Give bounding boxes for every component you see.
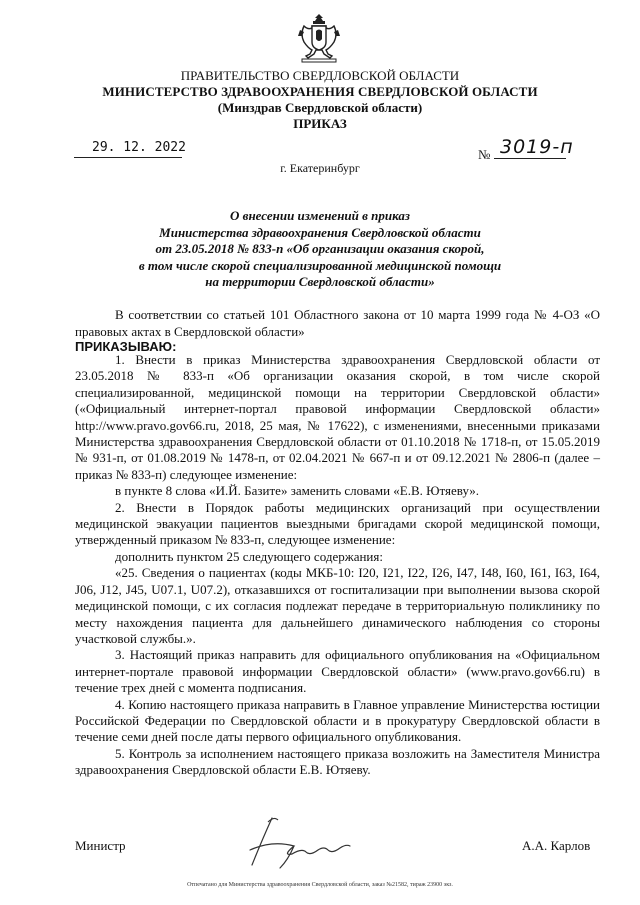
government-name: ПРАВИТЕЛЬСТВО СВЕРДЛОВСКОЙ ОБЛАСТИ <box>180 68 460 83</box>
order-title <box>110 208 530 291</box>
paragraph-2-supplement: дополнить пунктом 25 следующего содержания: <box>115 548 383 564</box>
signatory-name: А.А. Карлов <box>522 838 591 853</box>
coat-of-arms-emblem <box>296 12 342 64</box>
title-line: в том числе скорой специализированной медицинской помощи <box>138 257 502 273</box>
preamble: В соответствии со статьей 101 Областного закона от 10 марта 1999 года № 4-ОЗ «О правовых актах в Свердловской области» <box>75 307 600 339</box>
title-line: О внесении изменений в приказ <box>230 208 410 223</box>
paragraph-2-item-25: «25. Сведения о пациентах (коды МКБ-10: I20, I21, I22, I26, I47, I48, I60, I61, I63, I64, J06, J12, J45, U07.1, U07.2), отказавшихся от госпитализации при выполнении вызова скорой медицинской помощи, с их согласия подлежат передаче в территориальную поликлинику по месту нахождения пациента для дальнейшего динамического наблюдения со стороны участковой службы.». <box>75 565 600 646</box>
paragraph-1: 1. Внести в приказ Министерства здравоохранения Свердловской области от 23.05.2018 № 833-п «Об организации оказания скорой, в том числе скорой специализированной, медицинской помощи на территории Свердловской области» («Официальный интернет-портал правовой информации Свердловской области» http://www.pravo.gov66.ru, 2018, 25 мая, № 17622), с изменениями, внесенными приказами Министерства здравоохранения Свердловской области от 01.10.2018 № 1718-п, от 15.05.2019 № 931-п, от 01.08.2019 № 1478-п, от 02.04.2021 № 667-п и от 09.12.2021 № 2806-п (далее – приказ № 833-п) следующее изменение: <box>75 352 600 482</box>
order-body <box>75 352 600 779</box>
paragraph-2: 2. Внести в Порядок работы медицинских организаций при осуществлении медицинской эвакуации пациентов выездными бригадами скорой медицинской помощи, утвержденный приказом № 833-п, следующее изменение: <box>75 499 600 548</box>
ministry-short-name: (Минздрав Свердловской области) <box>217 100 423 115</box>
city: г. Екатеринбург <box>280 161 360 175</box>
ministry-name: МИНИСТЕРСТВО ЗДРАВООХРАНЕНИЯ СВЕРДЛОВСКОЙ ОБЛАСТИ <box>102 84 538 99</box>
order-number-prefix: № <box>478 147 491 162</box>
order-number: 3019-п <box>500 136 574 158</box>
title-line: на территории Свердловской области» <box>205 274 435 289</box>
paragraph-5: 5. Контроль за исполнением настоящего приказа возложить на Заместителя Министра здравоохранения Свердловской области Е.В. Ютяеву. <box>75 745 600 778</box>
order-date: 29. 12. 2022 <box>92 140 186 155</box>
signatory-title: Министр <box>75 838 126 853</box>
print-footer: Отпечатано для Министерства здравоохранения Свердловской области, заказ №21582, тираж 23900 экз. <box>187 882 453 888</box>
order-word: ПРИКАЗЫВАЮ: <box>75 339 177 354</box>
paragraph-4: 4. Копию настоящего приказа направить в Главное управление Министерства юстиции Российской Федерации по Свердловской области и в прокуратуру Свердловской области в течение семи дней после даты первого официального опубликования. <box>75 696 600 745</box>
number-underline <box>494 158 566 159</box>
title-line: Министерства здравоохранения Свердловской области <box>159 224 481 240</box>
handwritten-signature <box>232 810 372 875</box>
date-underline <box>74 157 182 158</box>
paragraph-1-change: в пункте 8 слова «И.Й. Базите» заменить словами «Е.В. Ютяеву». <box>115 483 480 499</box>
paragraph-3: 3. Настоящий приказ направить для официального опубликования на «Официальном интернет-портале правовой информации Свердловской области» (www.pravo.gov66.ru) в течение трех дней с момента подписания. <box>75 647 600 696</box>
title-line: от 23.05.2018 № 833-п «Об организации оказания скорой, <box>155 241 485 256</box>
document-type: ПРИКАЗ <box>293 116 347 131</box>
